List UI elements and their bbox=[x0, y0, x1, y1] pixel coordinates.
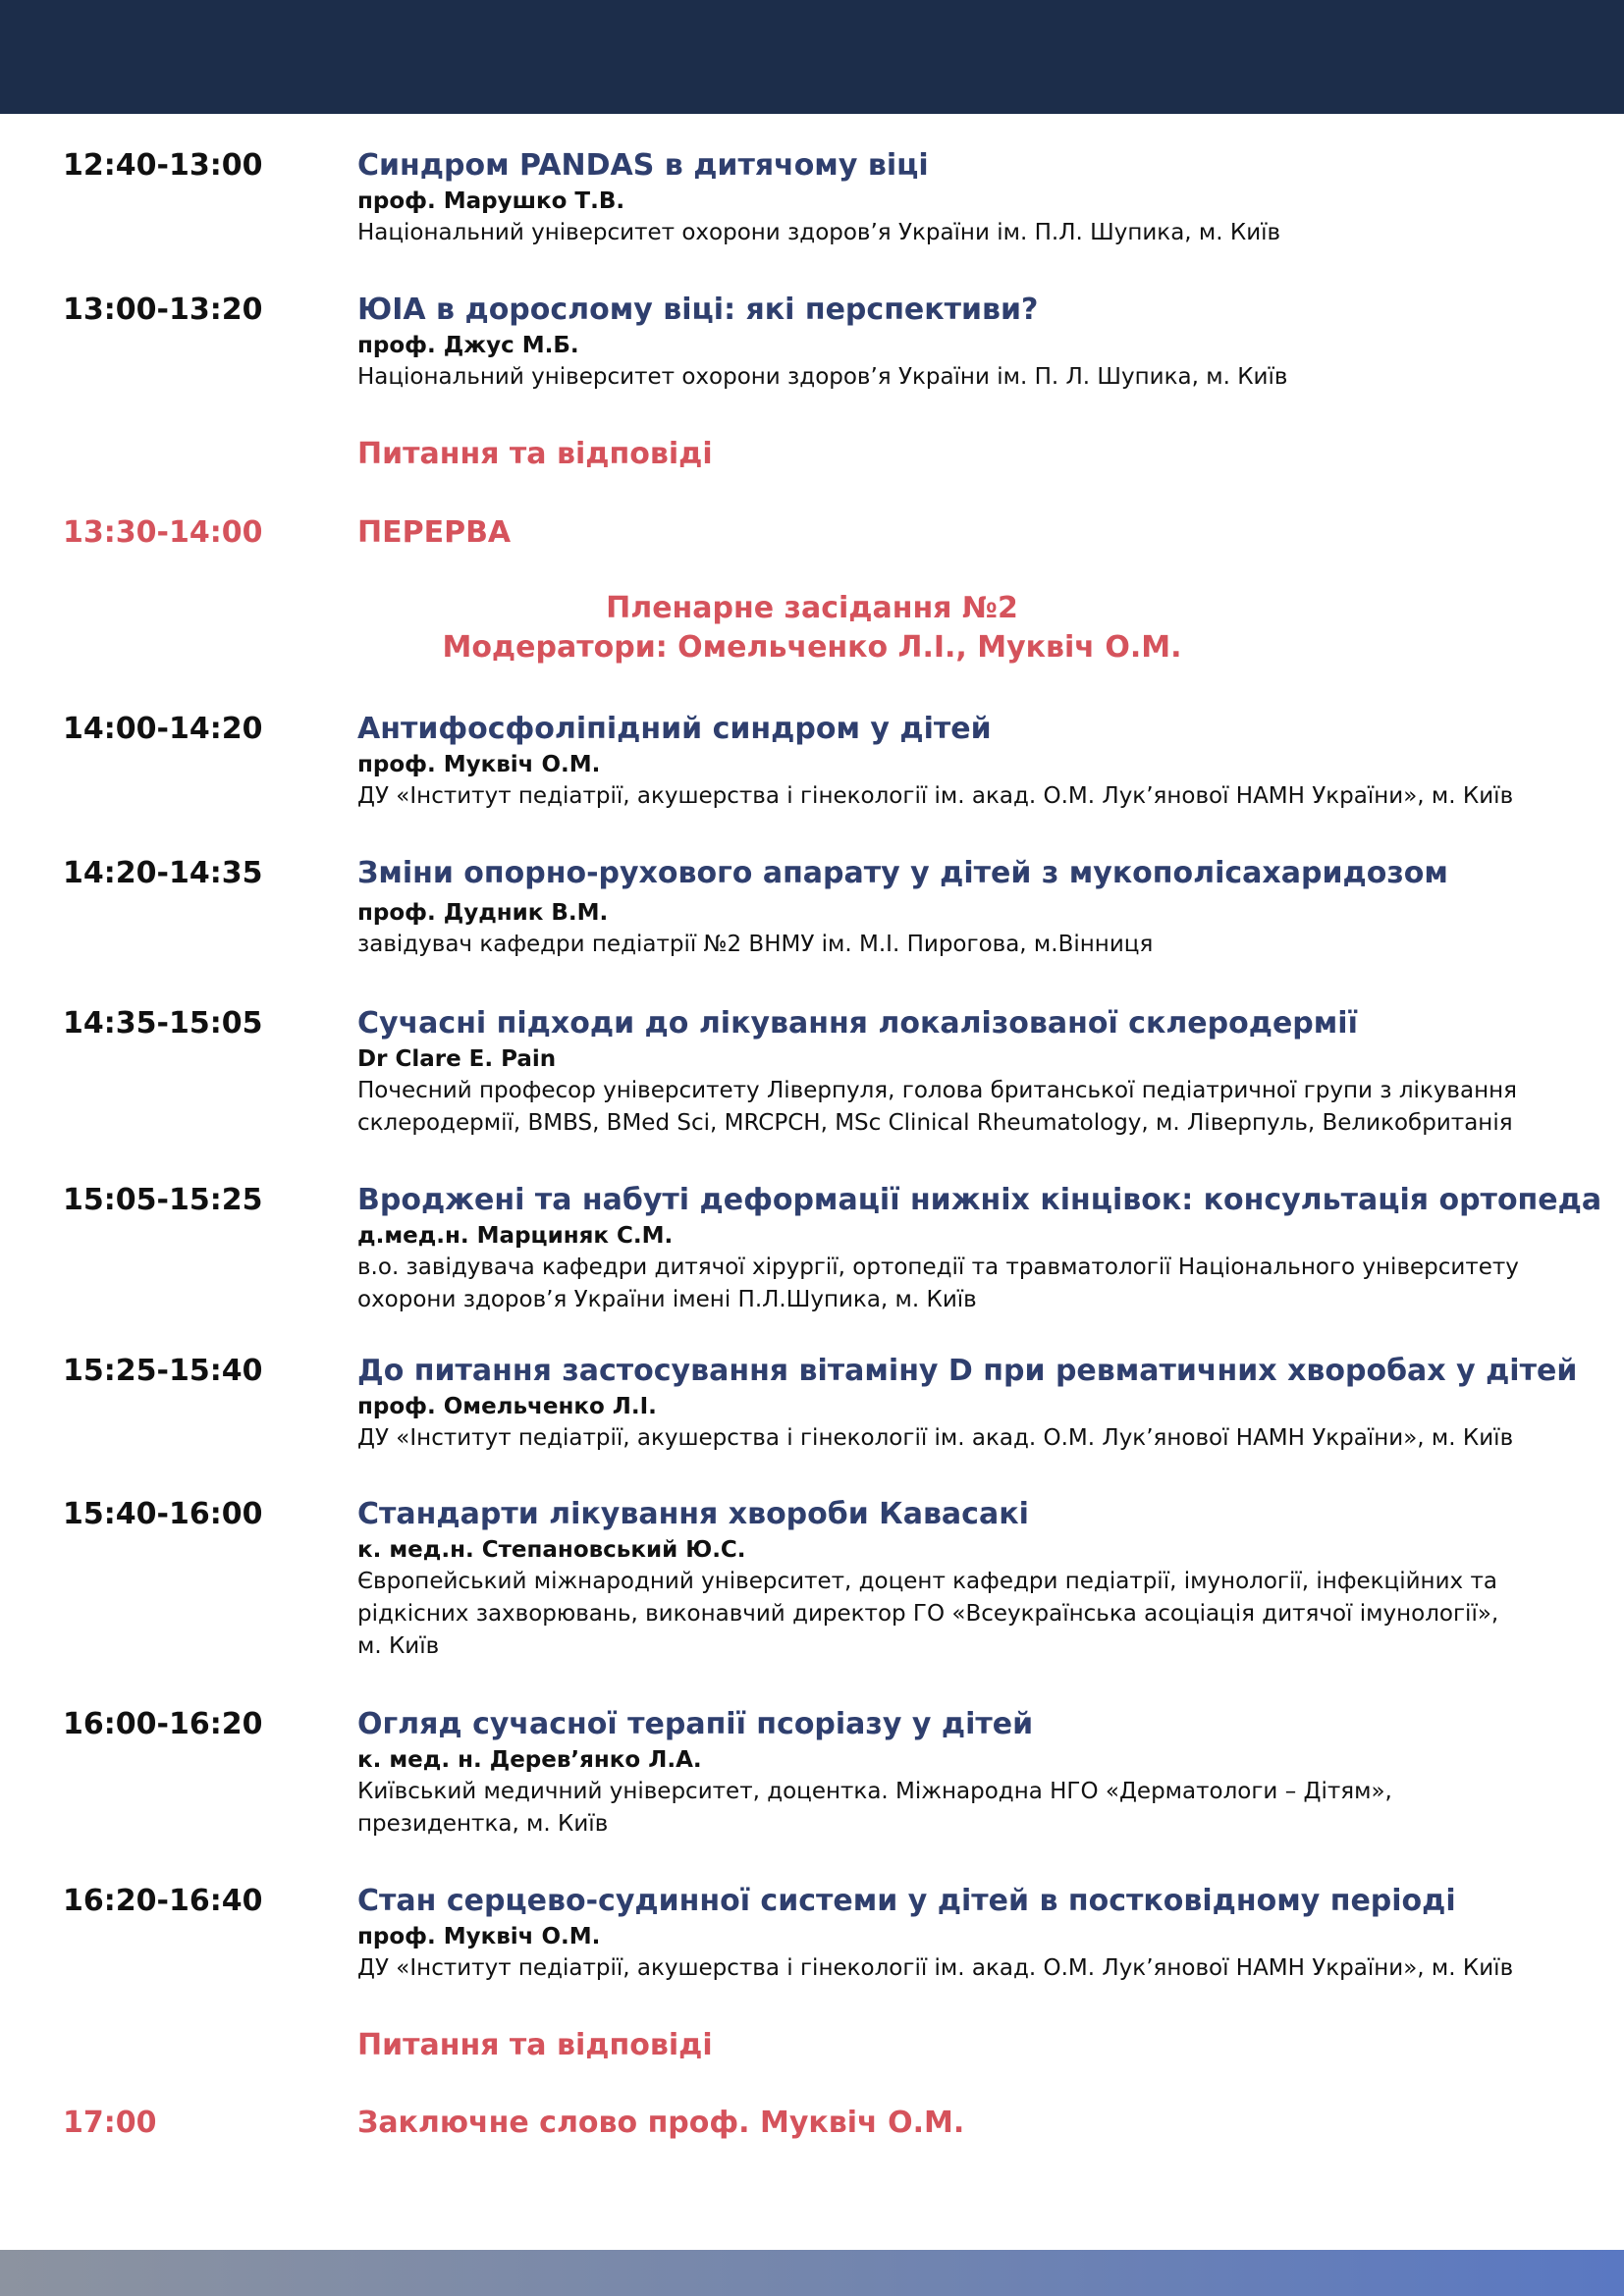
session-affiliation: завідувач кафедри педіатрії №2 ВНМУ ім. М.І. Пирогова, м.Вінниця bbox=[357, 932, 1154, 957]
session-affiliation: Почесний професор університету Ліверпуля, голова британської педіатричної групи з лікування bbox=[357, 1078, 1517, 1103]
session-time: 16:00-16:20 bbox=[63, 1707, 263, 1741]
plenary-title: Пленарне засідання №2 bbox=[606, 591, 1018, 625]
session-speaker: проф. Марушко Т.В. bbox=[357, 188, 625, 214]
session-title: Стан серцево-судинної системи у дітей в постковідному періоді bbox=[357, 1884, 1456, 1918]
session-time: 14:00-14:20 bbox=[63, 712, 263, 746]
session-speaker: проф. Омельченко Л.І. bbox=[357, 1394, 657, 1419]
session-affiliation: ДУ «Інститут педіатрії, акушерства і гінекології ім. акад. О.М. Лук’янової НАМН України», м. Київ bbox=[357, 783, 1514, 809]
session-affiliation: рідкісних захворювань, виконавчий директор ГО «Всеукраїнська асоціація дитячої імунології», bbox=[357, 1601, 1499, 1627]
session-affiliation: м. Київ bbox=[357, 1633, 440, 1659]
session-title: Стандарти лікування хвороби Кавасакі bbox=[357, 1497, 1029, 1531]
session-title: Зміни опорно-рухового апарату у дітей з мукополісахаридозом bbox=[357, 856, 1448, 890]
session-affiliation: Національний університет охорони здоров’я України ім. П. Л. Шупика, м. Київ bbox=[357, 364, 1288, 390]
session-title: ЮІА в дорослому віці: які перспективи? bbox=[357, 293, 1039, 327]
session-speaker: проф. Джус М.Б. bbox=[357, 333, 579, 358]
plenary-header bbox=[0, 589, 1624, 667]
session-time: 15:25-15:40 bbox=[63, 1354, 263, 1388]
qa-label: Питання та відповіді bbox=[357, 2028, 713, 2062]
session-time: 12:40-13:00 bbox=[63, 148, 263, 183]
session-time: 13:00-13:20 bbox=[63, 293, 263, 327]
session-affiliation: Київський медичний університет, доцентка. Міжнародна НГО «Дерматологи – Дітям», bbox=[357, 1779, 1392, 1804]
session-time: 15:40-16:00 bbox=[63, 1497, 263, 1531]
session-speaker: д.мед.н. Марциняк С.М. bbox=[357, 1223, 674, 1249]
session-speaker: проф. Муквіч О.М. bbox=[357, 752, 601, 777]
session-speaker: к. мед.н. Степановський Ю.С. bbox=[357, 1537, 746, 1563]
closing-label: Заключне слово проф. Муквіч О.М. bbox=[357, 2106, 965, 2140]
session-affiliation: ДУ «Інститут педіатрії, акушерства і гінекології ім. акад. О.М. Лук’янової НАМН України», м. Київ bbox=[357, 1955, 1514, 1981]
session-title: Огляд сучасної терапії псоріазу у дітей bbox=[357, 1707, 1034, 1741]
session-title: Синдром PANDAS в дитячому віці bbox=[357, 148, 929, 183]
session-time: 14:35-15:05 bbox=[63, 1006, 263, 1041]
session-title: Антифосфоліпідний синдром у дітей bbox=[357, 712, 992, 746]
session-speaker: проф. Дудник В.М. bbox=[357, 900, 609, 926]
session-affiliation: президентка, м. Київ bbox=[357, 1811, 609, 1837]
break-label: ПЕРЕРВА bbox=[357, 515, 512, 550]
session-speaker: к. мед. н. Дерев’янко Л.А. bbox=[357, 1747, 702, 1773]
qa-label: Питання та відповіді bbox=[357, 437, 713, 471]
session-affiliation: охорони здоров’я України імені П.Л.Шупика, м. Київ bbox=[357, 1287, 977, 1312]
session-affiliation: ДУ «Інститут педіатрії, акушерства і гінекології ім. акад. О.М. Лук’янової НАМН України», м. Київ bbox=[357, 1425, 1514, 1451]
session-affiliation: склеродермії, BMBS, BMed Sci, MRCPCH, MSc Clinical Rheumatology, м. Ліверпуль, Великобританія bbox=[357, 1110, 1513, 1136]
session-time: 14:20-14:35 bbox=[63, 856, 263, 890]
footer-band bbox=[0, 2250, 1624, 2296]
session-time: 16:20-16:40 bbox=[63, 1884, 263, 1918]
plenary-moderators: Модератори: Омельченко Л.І., Муквіч О.М. bbox=[442, 630, 1182, 665]
closing-time: 17:00 bbox=[63, 2106, 157, 2140]
session-title: Сучасні підходи до лікування локалізованої склеродермії bbox=[357, 1006, 1358, 1041]
session-affiliation: Європейський міжнародний університет, доцент кафедри педіатрії, імунології, інфекційних та bbox=[357, 1569, 1497, 1594]
header-band bbox=[0, 0, 1624, 114]
session-time: 15:05-15:25 bbox=[63, 1183, 263, 1217]
session-affiliation: в.о. завідувача кафедри дитячої хірургії, ортопедії та травматології Національного університету bbox=[357, 1255, 1519, 1280]
break-time: 13:30-14:00 bbox=[63, 515, 263, 550]
session-title: До питання застосування вітаміну D при ревматичних хворобах у дітей bbox=[357, 1354, 1578, 1388]
session-speaker: проф. Муквіч О.М. bbox=[357, 1924, 601, 1949]
session-speaker: Dr Clare E. Pain bbox=[357, 1046, 557, 1072]
session-title: Вроджені та набуті деформації нижніх кінцівок: консультація ортопеда bbox=[357, 1183, 1602, 1217]
session-affiliation: Національний університет охорони здоров’я України ім. П.Л. Шупика, м. Київ bbox=[357, 220, 1281, 245]
